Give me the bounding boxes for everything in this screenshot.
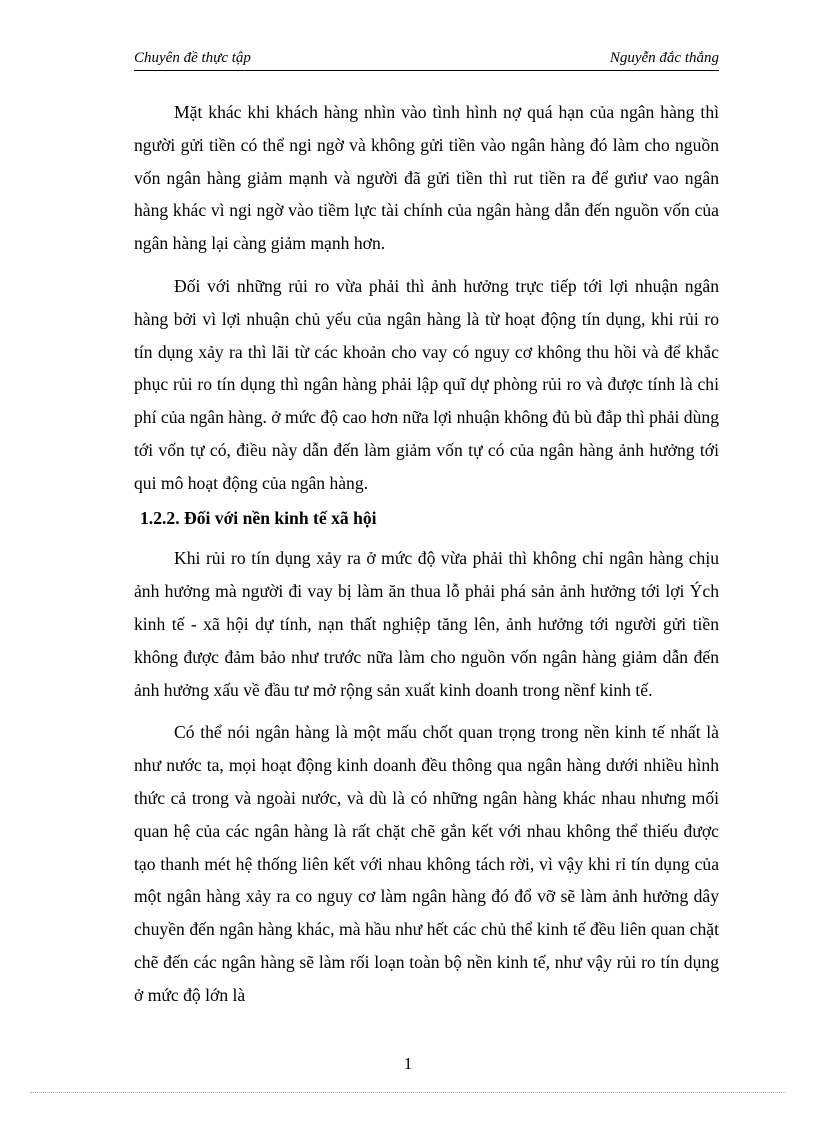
paragraph: Mặt khác khi khách hàng nhìn vào tình hình nợ quá hạn của ngân hàng thì người gửi tiền có thể ngi ngờ và không gửi tiền vào ngân hàng đó làm cho nguồn vốn ngân hàng giảm mạnh và người đã gửi tiền thì rut tiền ra để gưiư vao ngân hàng khác vì ngi ngờ vào tiềm lực tài chính của ngân hàng dẫn đến nguồn vốn của ngân hàng lại càng giảm mạnh hơn. — [134, 102, 719, 254]
header-title: Chuyên đề thực tập — [134, 50, 251, 66]
paragraph: Khi rủi ro tín dụng xảy ra ở mức độ vừa phải thì không chỉ ngân hàng chịu ảnh hưởng mà người đi vay bị làm ăn thua lỗ phải phá sản ảnh hưởng tới lợi Ých kinh tế - xã hội dự tính, nạn thất nghiệp tăng lên, ảnh hưởng tới người gửi tiền không được đảm bảo như trước nữa làm cho nguồn vốn ngân hàng giảm dẫn đến ảnh hưởng xấu về đầu tư mở rộng sản xuất kinh doanh trong nềnf kinh tế. — [134, 548, 719, 700]
page-number: 1 — [403, 1054, 413, 1073]
page-bottom-divider — [30, 1092, 786, 1093]
section-heading: 1.2.2. Đối với nền kinh tế xã hội — [140, 507, 377, 528]
page-body — [134, 96, 719, 1012]
page-header — [134, 48, 719, 71]
header-author: Nguyễn đắc thắng — [609, 50, 719, 66]
paragraph: Đối với những rủi ro vừa phải thì ảnh hưởng trực tiếp tới lợi nhuận ngân hàng bởi vì lợi nhuận chủ yếu của ngân hàng là từ hoạt động tín dụng, khi rủi ro tín dụng xảy ra thì lãi từ các khoản cho vay có nguy cơ không thu hồi và để khắc phục rủi ro tín dụng thì ngân hàng phải lập quĩ dự phòng rủi ro và được tính là chi phí của ngân hàng. ở mức độ cao hơn nữa lợi nhuận không đủ bù đắp thì phải dùng tới vốn tự có, điều này dẫn đến làm giảm vốn tự có của ngân hàng ảnh hưởng tới qui mô hoạt động của ngân hàng. — [134, 275, 719, 493]
paragraph: Có thể nói ngân hàng là một mấu chốt quan trọng trong nền kinh tế nhất là như nước ta, mọi hoạt động kinh doanh đều thông qua ngân hàng dưới nhiều hình thức cả trong và ngoài nước, và dù là có những ngân hàng khác nhau nhưng mối quan hệ của các ngân hàng là rất chặt chẽ gắn kết với nhau không thể thiếu được tạo thanh mét hệ thống liên kết với nhau không tách rời, vì vậy khi rỉ tín dụng của một ngân hàng xảy ra co nguy cơ làm ngân hàng đó đổ vỡ sẽ làm ảnh hưởng dây chuyền đến ngân hàng khác, mà hầu như hết các chủ thể kinh tế đều liên quan chặt chẽ đến các ngân hàng sẽ làm rối loạn toàn bộ nền kinh tế, như vậy rủi ro tín dụng ở mức độ lớn là — [134, 722, 719, 1005]
